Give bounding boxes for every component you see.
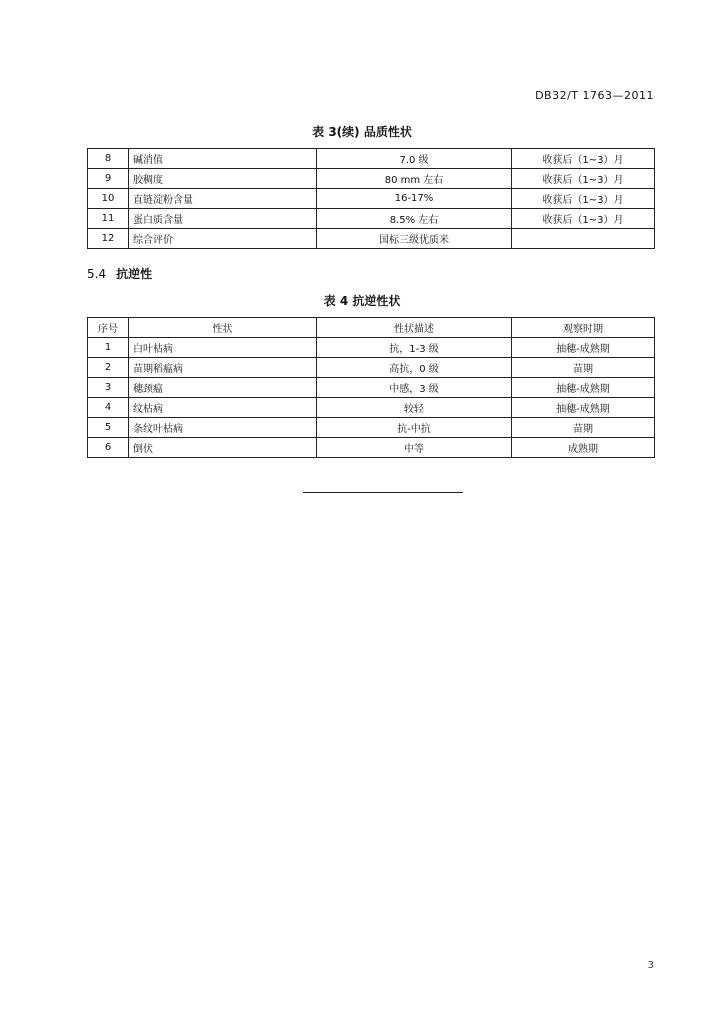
cell-description: 较轻 <box>317 398 512 418</box>
header-trait: 性状 <box>129 318 317 338</box>
table3-body <box>88 149 655 249</box>
cell-index: 9 <box>88 169 129 189</box>
cell-description: 中感，3 级 <box>317 378 512 398</box>
header-description: 性状描述 <box>317 318 512 338</box>
cell-trait: 蛋白质含量 <box>129 209 317 229</box>
cell-period: 收获后（1~3）月 <box>512 149 655 169</box>
cell-description: 8.5% 左右 <box>317 209 512 229</box>
section-title: 抗逆性 <box>116 267 153 281</box>
cell-description: 7.0 级 <box>317 149 512 169</box>
cell-trait: 穗颈瘟 <box>129 378 317 398</box>
table-row <box>88 149 655 169</box>
section-heading <box>87 265 152 282</box>
cell-trait: 直链淀粉含量 <box>129 189 317 209</box>
table-row <box>88 438 655 458</box>
table-row <box>88 378 655 398</box>
table-row <box>88 209 655 229</box>
cell-period: 收获后（1~3）月 <box>512 209 655 229</box>
cell-index: 1 <box>88 338 129 358</box>
page-number: 3 <box>647 960 654 971</box>
header-index: 序号 <box>88 318 129 338</box>
cell-description: 国标三级优质米 <box>317 229 512 249</box>
table4-header <box>88 318 655 338</box>
cell-description: 抗-中抗 <box>317 418 512 438</box>
cell-trait: 综合评价 <box>129 229 317 249</box>
cell-description: 16-17% <box>317 189 512 209</box>
cell-period: 收获后（1~3）月 <box>512 189 655 209</box>
table-row <box>88 229 655 249</box>
cell-index: 8 <box>88 149 129 169</box>
cell-trait: 苗期稻瘟病 <box>129 358 317 378</box>
document-code: DB32/T 1763—2011 <box>535 89 654 102</box>
cell-period: 苗期 <box>512 418 655 438</box>
table3-caption: 表 3(续) 品质性状 <box>312 125 412 139</box>
table-row <box>88 418 655 438</box>
cell-index: 10 <box>88 189 129 209</box>
cell-index: 5 <box>88 418 129 438</box>
cell-description: 中等 <box>317 438 512 458</box>
table-row <box>88 398 655 418</box>
cell-period: 抽穗-成熟期 <box>512 338 655 358</box>
section-number: 5.4 <box>87 267 107 281</box>
cell-period: 苗期 <box>512 358 655 378</box>
cell-index: 4 <box>88 398 129 418</box>
cell-index: 6 <box>88 438 129 458</box>
table4-body <box>88 338 655 458</box>
cell-trait: 纹枯病 <box>129 398 317 418</box>
quality-traits-table <box>87 148 655 249</box>
stress-resistance-table <box>87 317 655 458</box>
cell-index: 12 <box>88 229 129 249</box>
table-row <box>88 169 655 189</box>
header-row <box>88 318 655 338</box>
header-period: 观察时期 <box>512 318 655 338</box>
cell-description: 抗，1-3 级 <box>317 338 512 358</box>
cell-period: 收获后（1~3）月 <box>512 169 655 189</box>
end-rule <box>303 492 463 493</box>
cell-period: 抽穗-成熟期 <box>512 398 655 418</box>
cell-trait: 白叶枯病 <box>129 338 317 358</box>
cell-period <box>512 229 655 249</box>
cell-trait: 碱消值 <box>129 149 317 169</box>
cell-index: 2 <box>88 358 129 378</box>
table-row <box>88 189 655 209</box>
table-row <box>88 338 655 358</box>
table4-caption: 表 4 抗逆性状 <box>323 294 401 308</box>
cell-index: 11 <box>88 209 129 229</box>
cell-trait: 倒伏 <box>129 438 317 458</box>
cell-index: 3 <box>88 378 129 398</box>
cell-description: 高抗，0 级 <box>317 358 512 378</box>
table-row <box>88 358 655 378</box>
cell-trait: 胶稠度 <box>129 169 317 189</box>
cell-period: 成熟期 <box>512 438 655 458</box>
cell-trait: 条纹叶枯病 <box>129 418 317 438</box>
cell-period: 抽穗-成熟期 <box>512 378 655 398</box>
cell-description: 80 mm 左右 <box>317 169 512 189</box>
